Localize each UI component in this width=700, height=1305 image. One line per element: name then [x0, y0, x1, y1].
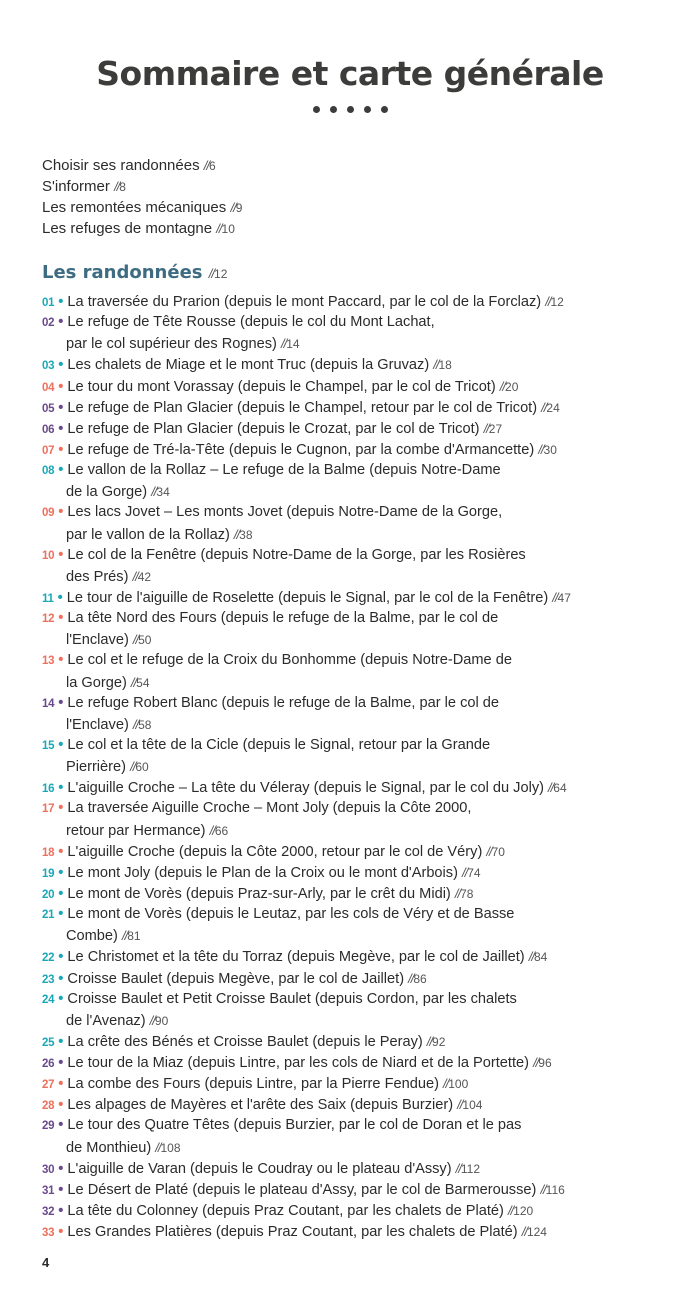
- hike-entry-line: [42, 650, 672, 671]
- hike-number: 09: [42, 507, 55, 520]
- hike-entry-line: [42, 820, 672, 841]
- hike-entry[interactable]: [42, 1052, 672, 1073]
- hike-page: 47: [557, 590, 571, 605]
- hike-page: 104: [462, 1098, 483, 1113]
- hike-entry-line: [42, 714, 672, 735]
- hike-entry-line: [42, 989, 672, 1010]
- page-separator: //: [552, 589, 558, 605]
- hike-page: 18: [438, 358, 452, 373]
- hike-entry-line: [42, 397, 672, 418]
- hike-title: Le refuge de Tête Rousse (depuis le col du Mont Lachat,: [67, 314, 435, 331]
- hike-page: 86: [413, 971, 427, 986]
- intro-item-page: 6: [209, 159, 216, 173]
- hike-entry[interactable]: [42, 862, 672, 883]
- hike-title: Les alpages de Mayères et l'arête des Saix (depuis Burzier): [67, 1097, 454, 1114]
- bullet-icon: •: [54, 357, 68, 374]
- hike-title: La traversée Aiguille Croche – Mont Joly (depuis la Côte 2000,: [67, 800, 472, 817]
- hike-entry[interactable]: [42, 312, 672, 354]
- page-separator: //: [457, 1097, 463, 1113]
- hike-title: Le tour de l'aiguille de Roselette (depuis le Signal, par le col de la Fenêtre): [66, 589, 549, 606]
- hike-number: 13: [42, 655, 55, 668]
- hike-entry-line: [42, 693, 672, 714]
- hike-entry[interactable]: [42, 650, 672, 692]
- bullet-icon: •: [54, 864, 68, 881]
- hike-entry-line: [42, 587, 672, 608]
- hike-entry-line: [42, 376, 672, 397]
- bullet-icon: •: [54, 736, 68, 753]
- hike-entry[interactable]: [42, 693, 672, 735]
- bullet-icon: •: [54, 1076, 68, 1093]
- page-number: 4: [42, 1255, 50, 1270]
- hike-entry-line: [42, 1094, 672, 1115]
- hike-entry-line: [42, 460, 672, 481]
- hike-page: 54: [136, 675, 150, 690]
- page-separator: //: [114, 179, 120, 194]
- section-heading-label: Les randonnées: [42, 262, 203, 283]
- hike-number: 25: [42, 1036, 55, 1049]
- hike-entry[interactable]: [42, 798, 672, 840]
- bullet-icon: •: [54, 906, 68, 923]
- divider-dot: [347, 106, 354, 113]
- bullet-icon: •: [54, 546, 68, 563]
- hike-number: 04: [42, 381, 55, 394]
- hike-page: 38: [239, 527, 253, 542]
- hike-number: 29: [42, 1120, 55, 1133]
- bullet-icon: •: [54, 1033, 68, 1050]
- hike-title: Le refuge Robert Blanc (depuis le refuge de la Balme, par le col de: [67, 694, 500, 711]
- hike-entry[interactable]: [42, 545, 672, 587]
- bullet-icon: •: [54, 949, 68, 966]
- hike-title: Le Christomet et la tête du Torraz (depuis Megève, par le col de Jaillet): [67, 949, 525, 966]
- hike-title: L'aiguille de Varan (depuis le Coudray ou le plateau d'Assy): [67, 1160, 452, 1177]
- hike-title: Le col de la Fenêtre (depuis Notre-Dame de la Gorge, par les Rosières: [67, 546, 526, 563]
- hike-entry[interactable]: [42, 735, 672, 777]
- hike-title: Le Désert de Platé (depuis le plateau d'Assy, par le col de Barmerousse): [67, 1181, 537, 1198]
- hike-page: 58: [138, 717, 152, 732]
- bullet-icon: •: [54, 294, 68, 310]
- hike-title: Croisse Baulet et Petit Croisse Baulet (depuis Cordon, par les chalets: [67, 990, 517, 1007]
- page-separator: //: [548, 780, 554, 796]
- hike-page: 34: [156, 485, 170, 500]
- page-separator: //: [208, 266, 215, 281]
- hike-entry-line: [42, 672, 672, 693]
- hike-title: Pierrière): [66, 759, 127, 776]
- intro-item-label: Choisir ses randonnées: [42, 157, 200, 174]
- bullet-icon: •: [54, 970, 68, 987]
- hike-page: 14: [286, 337, 300, 352]
- hike-entry-line: [42, 1073, 672, 1094]
- hike-page: 70: [491, 844, 505, 859]
- hike-entry-line: [42, 608, 672, 629]
- hike-entry[interactable]: [42, 1179, 672, 1200]
- bullet-icon: •: [54, 420, 68, 437]
- hike-page: 92: [432, 1034, 446, 1049]
- bullet-icon: •: [54, 378, 68, 395]
- hike-number: 21: [42, 909, 55, 922]
- page-separator: //: [454, 885, 461, 901]
- hike-entry-line: [42, 418, 672, 439]
- bullet-icon: •: [54, 1181, 68, 1198]
- hike-entry[interactable]: [42, 989, 672, 1031]
- hike-title: Le mont Joly (depuis le Plan de la Croix ou le mont d'Arbois): [67, 864, 458, 881]
- hike-entry[interactable]: [42, 418, 672, 439]
- hike-entry-line: [42, 1115, 672, 1136]
- page-separator: //: [209, 822, 215, 838]
- page-separator: //: [408, 970, 414, 986]
- page-separator: //: [540, 1181, 546, 1197]
- intro-item[interactable]: [42, 155, 662, 176]
- hike-title: Les Grandes Platières (depuis Praz Coutant, par les chalets de Platé): [67, 1224, 518, 1241]
- hike-entry[interactable]: [42, 397, 672, 418]
- hike-title: Le col et la tête de la Cicle (depuis le Signal, retour par la Grande: [67, 736, 491, 753]
- hike-entry-line: [42, 1137, 672, 1158]
- page-separator: //: [151, 484, 157, 500]
- hike-number: 15: [42, 739, 55, 752]
- hike-entry[interactable]: [42, 587, 672, 608]
- hike-entry[interactable]: [42, 777, 672, 798]
- hike-entry[interactable]: [42, 1115, 672, 1157]
- page-separator: //: [455, 1160, 461, 1176]
- hike-entry-line: [42, 925, 672, 946]
- hike-title: des Prés): [66, 568, 129, 585]
- bullet-icon: •: [54, 504, 68, 521]
- hike-entry-line: [42, 1052, 672, 1073]
- hike-number: 32: [42, 1206, 55, 1219]
- bullet-icon: •: [54, 1203, 68, 1220]
- bullet-icon: •: [54, 1097, 68, 1114]
- hike-entry-line: [42, 1221, 672, 1242]
- intro-item[interactable]: [42, 218, 662, 239]
- hike-title: Le mont de Vorès (depuis le Leutaz, par les cols de Véry et de Basse: [67, 906, 515, 923]
- hike-page: 124: [526, 1225, 547, 1240]
- hike-page: 96: [538, 1056, 552, 1071]
- hike-entry-line: [42, 1200, 672, 1221]
- hike-title: Le col et le refuge de la Croix du Bonhomme (depuis Notre-Dame de: [67, 652, 512, 669]
- hike-page: 24: [546, 400, 560, 415]
- hike-title: La crête des Bénés et Croisse Baulet (depuis le Peray): [67, 1033, 423, 1050]
- title-dots-divider: [0, 106, 700, 113]
- hike-number: 26: [42, 1058, 55, 1071]
- hike-title: Combe): [66, 928, 118, 945]
- hike-page: 100: [448, 1077, 469, 1092]
- hike-number: 17: [42, 803, 55, 816]
- page-separator: //: [130, 674, 137, 690]
- hike-entry[interactable]: [42, 1158, 672, 1179]
- bullet-icon: •: [54, 1224, 68, 1241]
- hike-title: l'Enclave): [66, 632, 129, 649]
- hike-page: 74: [467, 865, 481, 880]
- hike-page: 12: [550, 295, 564, 309]
- divider-dot: [330, 106, 337, 113]
- hike-title: de l'Avenaz): [66, 1012, 146, 1029]
- hike-number: 02: [42, 317, 55, 330]
- hike-number: 11: [42, 592, 54, 605]
- hike-number: 07: [42, 444, 55, 457]
- hike-title: par le col supérieur des Rognes): [66, 336, 277, 353]
- page-separator: //: [426, 1033, 433, 1049]
- hike-number: 06: [42, 423, 55, 436]
- hike-title: La combe des Fours (depuis Lintre, par la Pierre Fendue): [67, 1076, 439, 1093]
- hike-page: 64: [553, 781, 567, 796]
- divider-dot: [313, 106, 320, 113]
- divider-dot: [364, 106, 371, 113]
- hike-number: 12: [42, 613, 55, 626]
- hike-entry-line: [42, 1158, 672, 1179]
- hike-page: 90: [154, 1013, 169, 1028]
- bullet-icon: •: [54, 652, 68, 669]
- intro-item-page: 9: [235, 201, 243, 215]
- hike-entry-line: [42, 481, 672, 502]
- hike-entry-line: [42, 502, 672, 523]
- hike-entry-line: [42, 291, 672, 312]
- section-heading: [42, 262, 227, 283]
- intro-item-label: S'informer: [42, 178, 110, 195]
- hike-title: Le mont de Vorès (depuis Praz-sur-Arly, par le crêt du Midi): [67, 885, 451, 902]
- hike-entry-line: [42, 1031, 672, 1052]
- hike-entry-line: [42, 841, 672, 862]
- hike-entry[interactable]: [42, 841, 672, 862]
- hike-page: 27: [488, 421, 503, 436]
- bullet-icon: •: [54, 800, 68, 817]
- hike-number: 08: [42, 465, 55, 478]
- hike-number: 23: [42, 973, 55, 986]
- hike-entry[interactable]: [42, 460, 672, 502]
- page-separator: //: [280, 336, 287, 352]
- page-separator: //: [130, 759, 136, 775]
- bullet-icon: •: [53, 589, 67, 606]
- intro-item[interactable]: [42, 176, 662, 197]
- hike-title: La tête du Colonney (depuis Praz Coutant, par les chalets de Platé): [67, 1203, 504, 1220]
- intro-item[interactable]: [42, 197, 662, 218]
- bullet-icon: •: [54, 885, 68, 902]
- hike-entry[interactable]: [42, 1221, 672, 1242]
- hike-entry-line: [42, 798, 672, 819]
- hike-number: 30: [42, 1163, 55, 1176]
- bullet-icon: •: [54, 1160, 68, 1177]
- hike-number: 31: [42, 1184, 55, 1197]
- hike-entry-line: [42, 883, 672, 904]
- hike-title: de Monthieu): [66, 1139, 152, 1156]
- hike-number: 01: [42, 297, 55, 309]
- hike-title: La tête Nord des Fours (depuis le refuge de la Balme, par le col de: [67, 610, 499, 627]
- hike-page: 30: [543, 442, 557, 457]
- bullet-icon: •: [54, 694, 68, 711]
- hike-number: 16: [42, 783, 55, 796]
- hike-title: Le tour des Quatre Têtes (depuis Burzier, par le col de Doran et le pas: [67, 1117, 522, 1134]
- hike-entry-line: [42, 756, 672, 777]
- hike-number: 05: [42, 402, 55, 415]
- hike-entry-line: [42, 777, 672, 798]
- page-separator: //: [541, 399, 547, 415]
- hike-number: 27: [42, 1079, 55, 1092]
- hike-title: par le vallon de la Rollaz): [66, 526, 230, 543]
- hike-entry-line: [42, 312, 672, 333]
- page-separator: //: [132, 568, 138, 584]
- page-separator: //: [155, 1139, 161, 1155]
- page-separator: //: [203, 158, 209, 173]
- hike-entry-line: [42, 1179, 672, 1200]
- hike-entry[interactable]: [42, 968, 672, 989]
- intro-list: [42, 155, 662, 239]
- bullet-icon: •: [54, 314, 68, 331]
- divider-dot: [381, 106, 388, 113]
- hike-page: 120: [513, 1204, 534, 1219]
- hike-entry[interactable]: [42, 354, 672, 375]
- bullet-icon: •: [54, 780, 68, 797]
- bullet-icon: •: [54, 462, 68, 479]
- bullet-icon: •: [54, 1055, 68, 1072]
- hike-entry-line: [42, 629, 672, 650]
- intro-item-page: 8: [119, 180, 126, 194]
- hike-entry[interactable]: [42, 439, 672, 460]
- bullet-icon: •: [54, 399, 68, 416]
- hike-title: Les chalets de Miage et le mont Truc (depuis la Gruvaz): [67, 357, 430, 374]
- hike-entry-line: [42, 524, 672, 545]
- hike-entry[interactable]: [42, 502, 672, 544]
- page-separator: //: [121, 928, 128, 944]
- intro-item-label: Les remontées mécaniques: [42, 199, 227, 216]
- page-separator: //: [230, 200, 236, 215]
- hike-page: 60: [135, 760, 149, 775]
- page-separator: //: [233, 526, 240, 542]
- hike-title: L'aiguille Croche (depuis la Côte 2000, retour par le col de Véry): [67, 843, 483, 860]
- page-separator: //: [499, 378, 506, 394]
- hike-entry[interactable]: [42, 1073, 672, 1094]
- hike-title: Le refuge de Plan Glacier (depuis le Champel, retour par le col de Tricot): [67, 399, 538, 416]
- hike-entry[interactable]: [42, 608, 672, 650]
- hike-number: 20: [42, 888, 55, 901]
- bullet-icon: •: [54, 441, 68, 458]
- hike-entry[interactable]: [42, 1031, 672, 1052]
- hike-number: 14: [42, 697, 55, 710]
- section-heading-page: 12: [214, 267, 228, 281]
- hike-number: 18: [42, 846, 55, 859]
- hike-page: 78: [460, 886, 474, 901]
- bullet-icon: •: [54, 610, 68, 627]
- page-separator: //: [545, 294, 551, 309]
- hike-entry-line: [42, 862, 672, 883]
- hike-page: 112: [460, 1161, 481, 1176]
- hike-entry[interactable]: [42, 376, 672, 397]
- hike-page: 66: [214, 823, 229, 838]
- hike-entry-line: [42, 735, 672, 756]
- hike-entry[interactable]: [42, 883, 672, 904]
- page-separator: //: [507, 1203, 514, 1219]
- hike-entry-line: [42, 333, 672, 354]
- hike-entry[interactable]: [42, 1094, 672, 1115]
- page-separator: //: [443, 1076, 449, 1092]
- hike-title: retour par Hermance): [66, 822, 206, 839]
- hike-entry-line: [42, 904, 672, 925]
- hike-title: Croisse Baulet (depuis Megève, par le col de Jaillet): [67, 970, 405, 987]
- hike-title: l'Enclave): [66, 716, 129, 733]
- hike-number: 03: [42, 360, 55, 373]
- hike-title: Le tour du mont Vorassay (depuis le Champel, par le col de Tricot): [67, 378, 496, 395]
- page-separator: //: [483, 420, 489, 436]
- intro-item-page: 10: [221, 222, 235, 236]
- page-separator: //: [462, 864, 468, 880]
- hike-entry-line: [42, 354, 672, 375]
- page-separator: //: [486, 843, 492, 859]
- hike-entry-line: [42, 566, 672, 587]
- hike-page: 81: [127, 929, 141, 944]
- hike-entry-line: [42, 946, 672, 967]
- page-separator: //: [132, 716, 139, 732]
- hike-title: la Gorge): [66, 674, 127, 691]
- hike-entry[interactable]: [42, 904, 672, 946]
- hike-title: La traversée du Prarion (depuis le mont Paccard, par le col de la Forclaz): [67, 294, 542, 310]
- hike-title: L'aiguille Croche – La tête du Véleray (depuis le Signal, par le col du Joly): [67, 780, 544, 797]
- page-separator: //: [521, 1224, 527, 1240]
- bullet-icon: •: [54, 843, 68, 860]
- page-separator: //: [433, 357, 439, 373]
- hike-number: 28: [42, 1100, 55, 1113]
- page-separator: //: [538, 441, 544, 457]
- hike-number: 10: [42, 549, 55, 562]
- page-separator: //: [149, 1012, 155, 1028]
- bullet-icon: •: [54, 990, 68, 1007]
- hike-number: 19: [42, 867, 55, 880]
- hike-number: 33: [42, 1227, 55, 1240]
- hike-title: Les lacs Jovet – Les monts Jovet (depuis Notre-Dame de la Gorge,: [67, 504, 503, 521]
- hike-page: 50: [138, 633, 152, 648]
- hike-title: de la Gorge): [66, 484, 148, 501]
- hike-entry[interactable]: [42, 1200, 672, 1221]
- page-title: Sommaire et carte générale: [96, 54, 604, 93]
- hike-page: 108: [160, 1140, 181, 1155]
- hike-title: Le tour de la Miaz (depuis Lintre, par les cols de Niard et de la Portette): [67, 1055, 529, 1072]
- hike-entry-line: [42, 439, 672, 460]
- hike-page: 84: [533, 950, 548, 965]
- hike-entry-line: [42, 545, 672, 566]
- hike-entry[interactable]: [42, 946, 672, 967]
- hike-list: [42, 291, 672, 1242]
- hike-entry[interactable]: [42, 291, 672, 312]
- hike-page: 20: [505, 379, 519, 394]
- page-separator: //: [216, 221, 222, 236]
- hike-title: Le refuge de Tré-la-Tête (depuis le Cugnon, par la combe d'Armancette): [67, 441, 535, 458]
- hike-number: 22: [42, 952, 55, 965]
- page-separator: //: [132, 632, 139, 648]
- hike-entry-line: [42, 1010, 672, 1031]
- hike-page: 116: [545, 1182, 565, 1197]
- hike-entry-line: [42, 968, 672, 989]
- hike-title: Le vallon de la Rollaz – Le refuge de la Balme (depuis Notre-Dame: [67, 462, 501, 479]
- hike-page: 42: [137, 569, 152, 584]
- bullet-icon: •: [54, 1117, 68, 1134]
- hike-number: 24: [42, 993, 55, 1006]
- page-separator: //: [528, 949, 534, 965]
- hike-title: Le refuge de Plan Glacier (depuis le Crozat, par le col de Tricot): [67, 420, 480, 437]
- page-separator: //: [533, 1055, 539, 1071]
- intro-item-label: Les refuges de montagne: [42, 220, 213, 237]
